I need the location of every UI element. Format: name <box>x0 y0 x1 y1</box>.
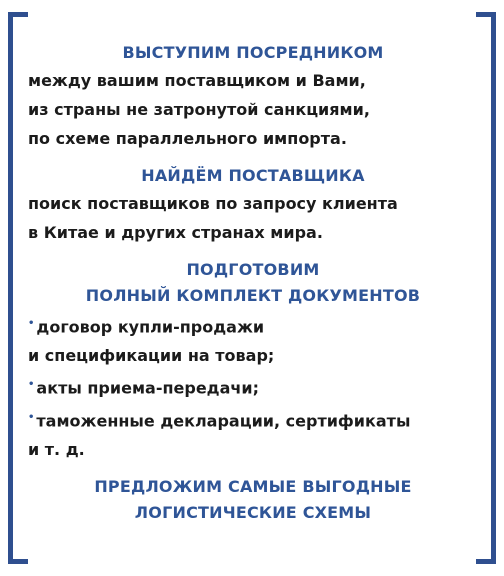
section-logistics <box>28 474 478 526</box>
body-line: из страны не затронутой санкциями, <box>28 100 370 119</box>
heading-line: ПОДГОТОВИМ <box>186 260 320 279</box>
body-line: в Китае и других странах мира. <box>28 223 323 242</box>
section-documents <box>28 257 478 464</box>
section-intermediary <box>28 40 478 153</box>
list-item-text: таможенные декларации, сертификаты <box>36 410 411 430</box>
body-line: поиск поставщиков по запросу клиента <box>28 194 398 213</box>
list-item-continuation: и спецификации на товар; <box>28 346 275 366</box>
heading-line: ПОЛНЫЙ КОМПЛЕКТ ДОКУМЕНТОВ <box>85 286 421 305</box>
section-body <box>28 189 478 247</box>
section-supplier <box>28 163 478 247</box>
list-item <box>28 403 478 435</box>
list-item-text: договор купли-продажи <box>36 317 265 337</box>
bullet-dot-icon: • <box>28 318 35 329</box>
right-bracket-decoration <box>476 12 496 564</box>
list-item-continuation: и т. д. <box>28 439 85 459</box>
left-bracket-decoration <box>8 12 28 564</box>
section-heading: ВЫСТУПИМ ПОСРЕДНИКОМ <box>122 43 384 62</box>
heading-line: ЛОГИСТИЧЕСКИЕ СХЕМЫ <box>134 502 372 522</box>
bullet-dot-icon: • <box>28 411 35 423</box>
section-heading <box>28 474 478 526</box>
section-heading <box>28 257 478 309</box>
services-list <box>28 40 478 536</box>
body-line: между вашим поставщиком и Вами, <box>28 71 366 90</box>
list-item-text: акты приема-передачи; <box>36 378 259 398</box>
list-item <box>28 370 478 402</box>
heading-line: ПРЕДЛОЖИМ САМЫЕ ВЫГОДНЫЕ <box>94 476 412 496</box>
section-body <box>28 66 478 153</box>
body-line: по схеме параллельного импорта. <box>28 129 347 148</box>
list-item <box>28 309 478 341</box>
section-heading: НАЙДЁМ ПОСТАВЩИКА <box>141 166 365 185</box>
documents-bullet-list <box>28 309 478 464</box>
bullet-dot-icon: • <box>28 379 35 391</box>
